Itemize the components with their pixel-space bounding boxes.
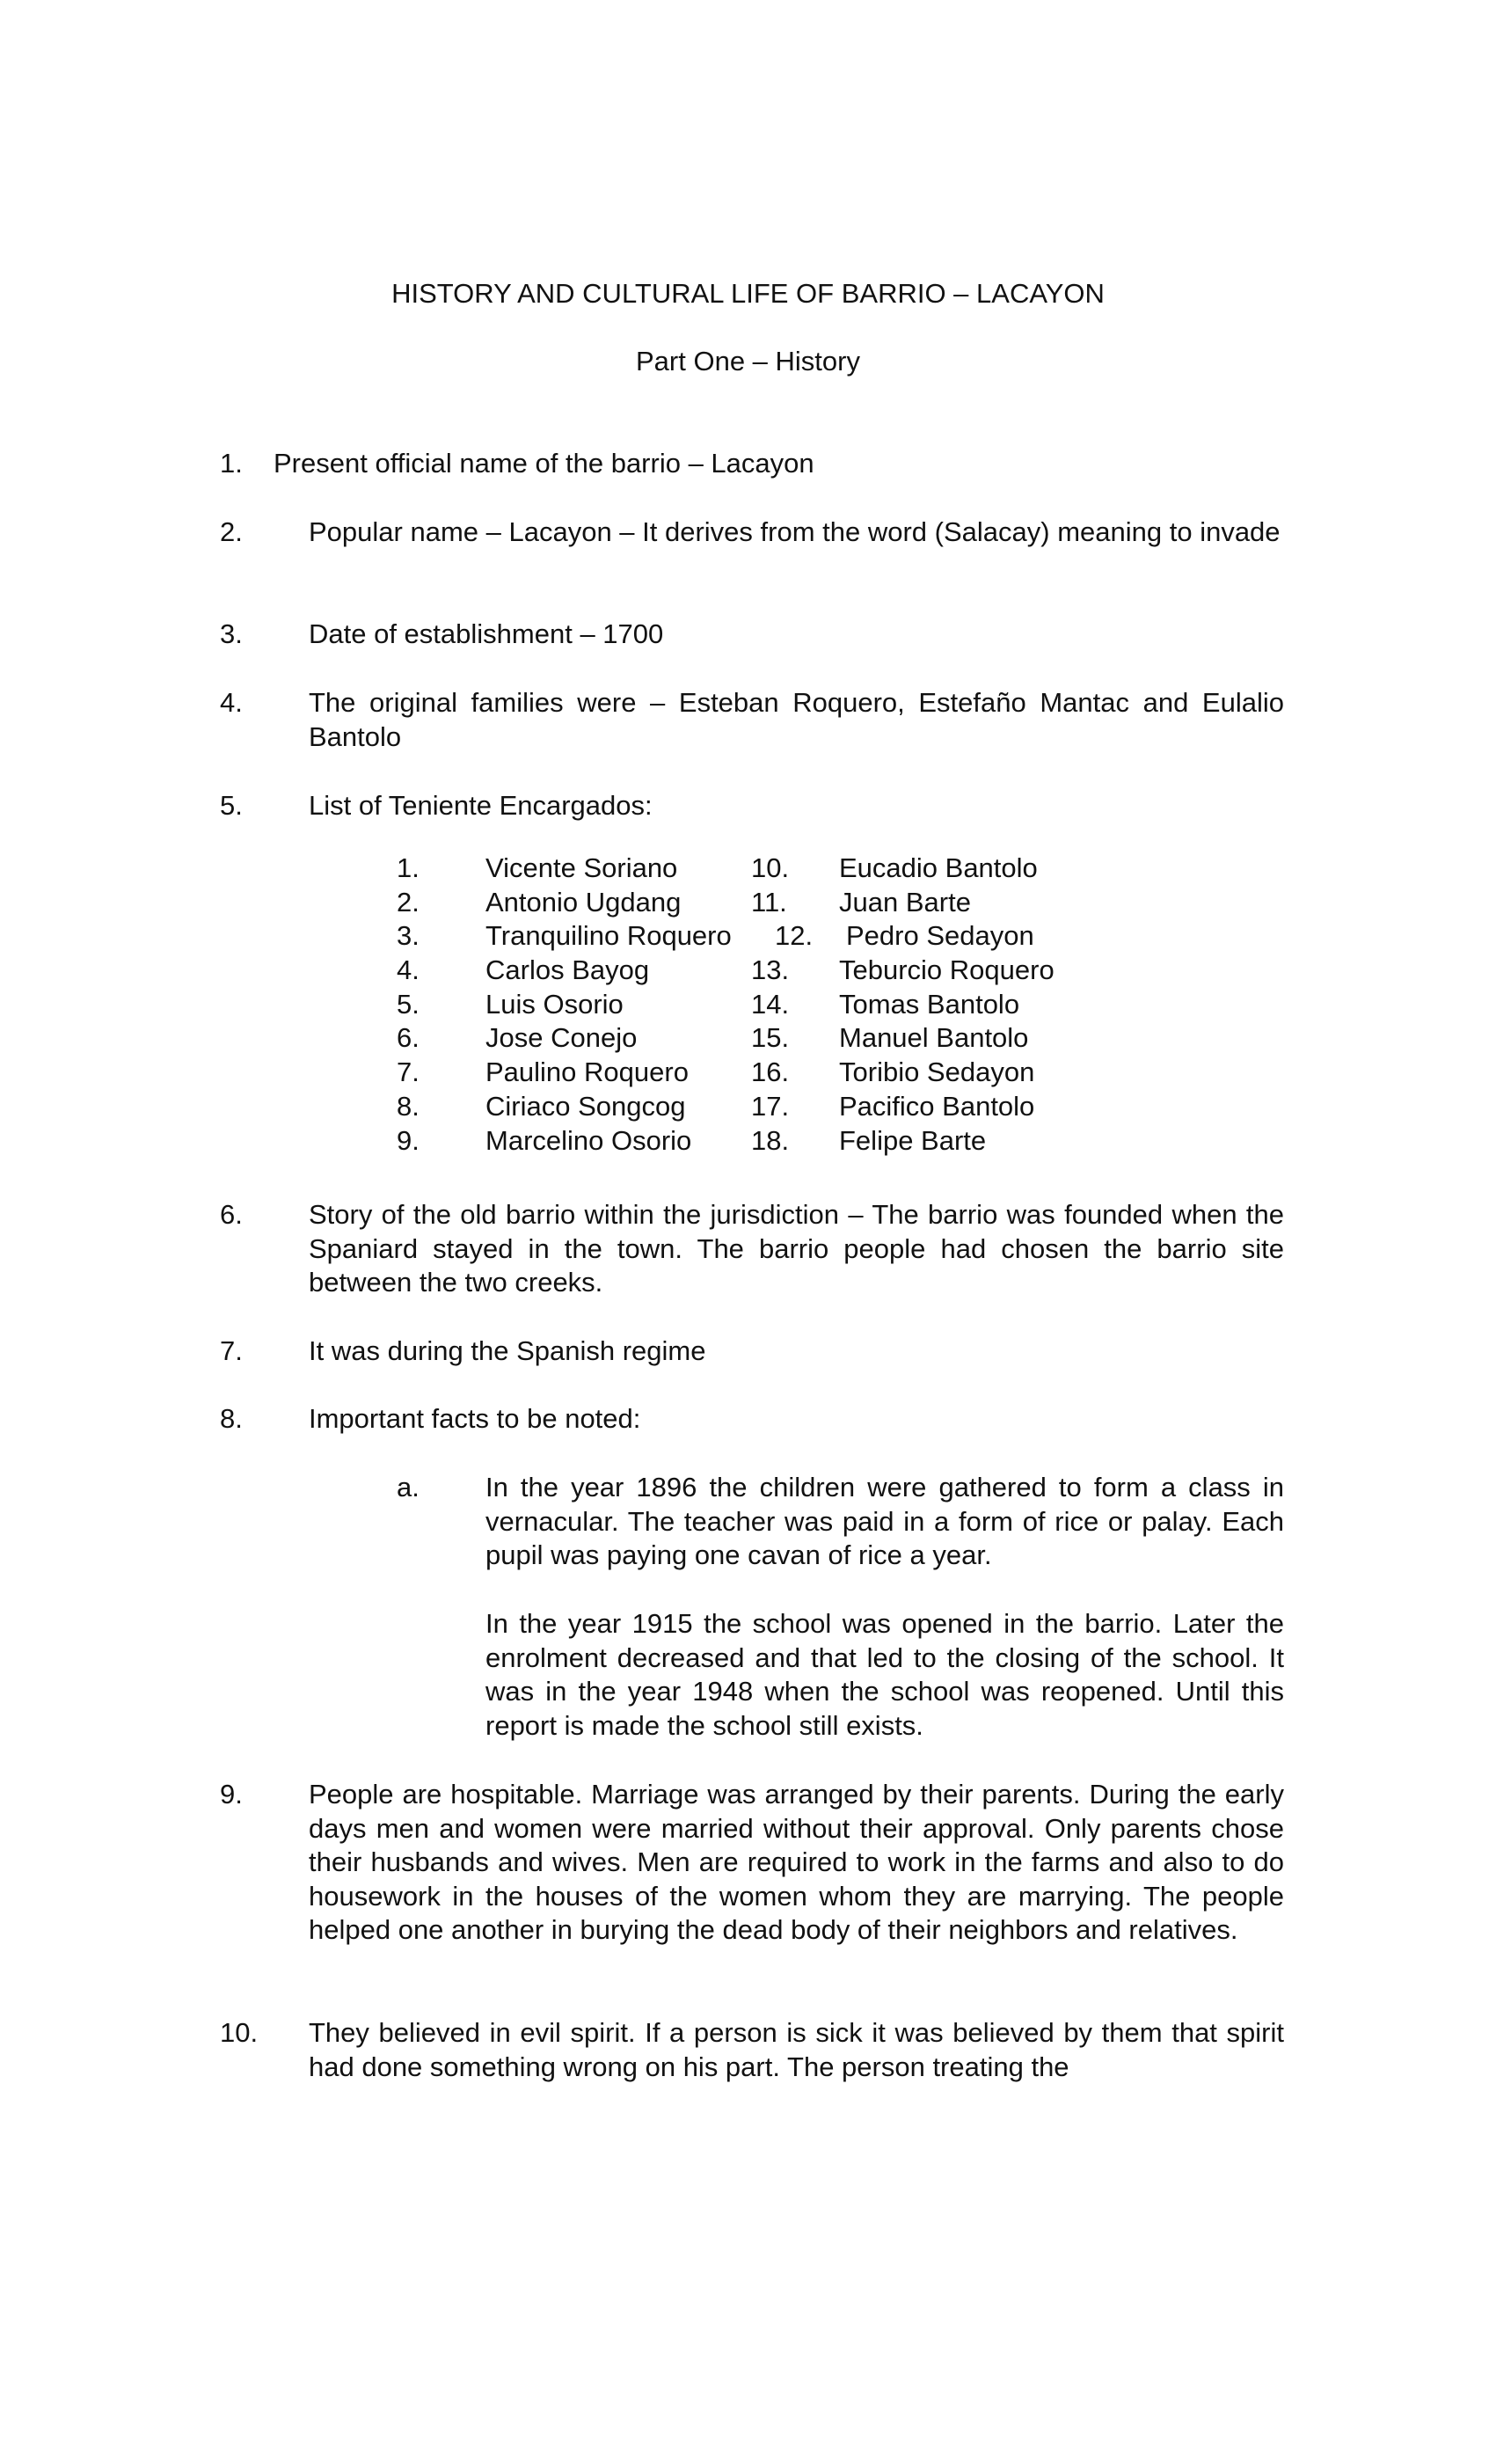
teniente-number: 3. — [397, 920, 420, 952]
teniente-number: 18. — [751, 1124, 790, 1156]
teniente-row — [397, 1056, 1100, 1090]
teniente-number: 8. — [397, 1090, 420, 1122]
fact-label: a. — [397, 1472, 420, 1503]
item-number: 5. — [220, 790, 243, 821]
teniente-number: 1. — [397, 852, 420, 883]
teniente-row — [397, 1124, 1100, 1159]
item-number: 4. — [220, 687, 243, 718]
document-title: HISTORY AND CULTURAL LIFE OF BARRIO – LACAYON — [391, 278, 1105, 309]
item-text: They believed in evil spirit. If a person is sick it was believed by them that spirit had done something wrong on his part. The person treating the — [309, 2017, 1284, 2082]
item-text: Important facts to be noted: — [309, 1403, 641, 1434]
item-number: 2. — [220, 516, 243, 547]
teniente-name: Teburcio Roquero — [839, 954, 1054, 986]
teniente-name: Vicente Soriano — [485, 852, 678, 883]
teniente-name: Ciriaco Songcog — [485, 1090, 686, 1122]
item-text: The original families were – Esteban Roquero, Estefaño Mantac and Eulalio Bantolo — [309, 687, 1284, 752]
teniente-name: Carlos Bayog — [485, 954, 650, 986]
teniente-number: 6. — [397, 1022, 420, 1054]
item-text: List of Teniente Encargados: — [309, 790, 653, 821]
teniente-row — [397, 954, 1100, 988]
item-text: Popular name – Lacayon – It derives from the word (Salacay) meaning to invade — [309, 516, 1281, 547]
teniente-number: 4. — [397, 954, 420, 986]
teniente-row — [397, 1021, 1100, 1056]
teniente-row — [397, 852, 1100, 886]
item-text: Present official name of the barrio – Lacayon — [274, 448, 814, 479]
teniente-number: 16. — [751, 1057, 790, 1088]
teniente-number: 12. — [775, 920, 814, 952]
teniente-row — [397, 886, 1100, 920]
teniente-number: 13. — [751, 954, 790, 986]
teniente-name: Tomas Bantolo — [839, 988, 1020, 1020]
teniente-number: 15. — [751, 1022, 790, 1054]
teniente-number: 5. — [397, 988, 420, 1020]
teniente-name: Pedro Sedayon — [846, 920, 1034, 952]
teniente-row — [397, 988, 1100, 1022]
item-text: Story of the old barrio within the jurisdiction – The barrio was founded when the Spaniard stayed in the town. The barrio people had chosen the barrio site between the two creeks. — [309, 1199, 1284, 1298]
teniente-name: Tranquilino Roquero — [485, 920, 732, 952]
teniente-name: Marcelino Osorio — [485, 1124, 692, 1156]
item-number: 7. — [220, 1335, 243, 1366]
part-heading: Part One – History — [636, 346, 860, 377]
fact-paragraph: In the year 1915 the school was opened in the barrio. Later the enrolment decreased and that led to the closing of the school. It was in the year 1948 when the school was reopened. Until this report is made the school still exists. — [485, 1608, 1284, 1741]
teniente-name: Pacifico Bantolo — [839, 1090, 1035, 1122]
item-number: 9. — [220, 1779, 243, 1810]
teniente-row — [397, 1090, 1100, 1124]
teniente-number: 17. — [751, 1090, 790, 1122]
teniente-name: Eucadio Bantolo — [839, 852, 1038, 883]
teniente-number: 2. — [397, 886, 420, 918]
item-number: 8. — [220, 1403, 243, 1434]
teniente-number: 11. — [751, 886, 787, 918]
teniente-list — [397, 852, 1100, 1158]
teniente-row — [397, 919, 1100, 954]
item-number: 1. — [220, 448, 243, 479]
item-number: 6. — [220, 1199, 243, 1230]
item-text: People are hospitable. Marriage was arranged by their parents. During the early days men and women were married without their approval. Only parents chose their husbands and wives. Men are required to work in the farms and also to do housework in the houses of the women whom they are marrying. The people helped one another in burying the dead body of their neighbors and relatives. — [309, 1779, 1284, 1945]
teniente-name: Paulino Roquero — [485, 1057, 689, 1088]
item-text: Date of establishment – 1700 — [309, 618, 664, 649]
fact-paragraph: In the year 1896 the children were gathered to form a class in vernacular. The teacher was paid in a form of rice or palay. Each pupil was paying one cavan of rice a year. — [485, 1472, 1284, 1570]
teniente-name: Felipe Barte — [839, 1124, 987, 1156]
teniente-name: Antonio Ugdang — [485, 886, 682, 918]
teniente-name: Toribio Sedayon — [839, 1057, 1035, 1088]
item-number: 10. — [220, 2017, 259, 2048]
teniente-name: Luis Osorio — [485, 988, 624, 1020]
teniente-number: 14. — [751, 988, 790, 1020]
teniente-name: Jose Conejo — [485, 1022, 638, 1054]
teniente-name: Manuel Bantolo — [839, 1022, 1029, 1054]
teniente-name: Juan Barte — [839, 886, 971, 918]
teniente-number: 9. — [397, 1124, 420, 1156]
teniente-number: 10. — [751, 852, 790, 883]
item-number: 3. — [220, 618, 243, 649]
item-text: It was during the Spanish regime — [309, 1335, 706, 1366]
teniente-number: 7. — [397, 1057, 420, 1088]
